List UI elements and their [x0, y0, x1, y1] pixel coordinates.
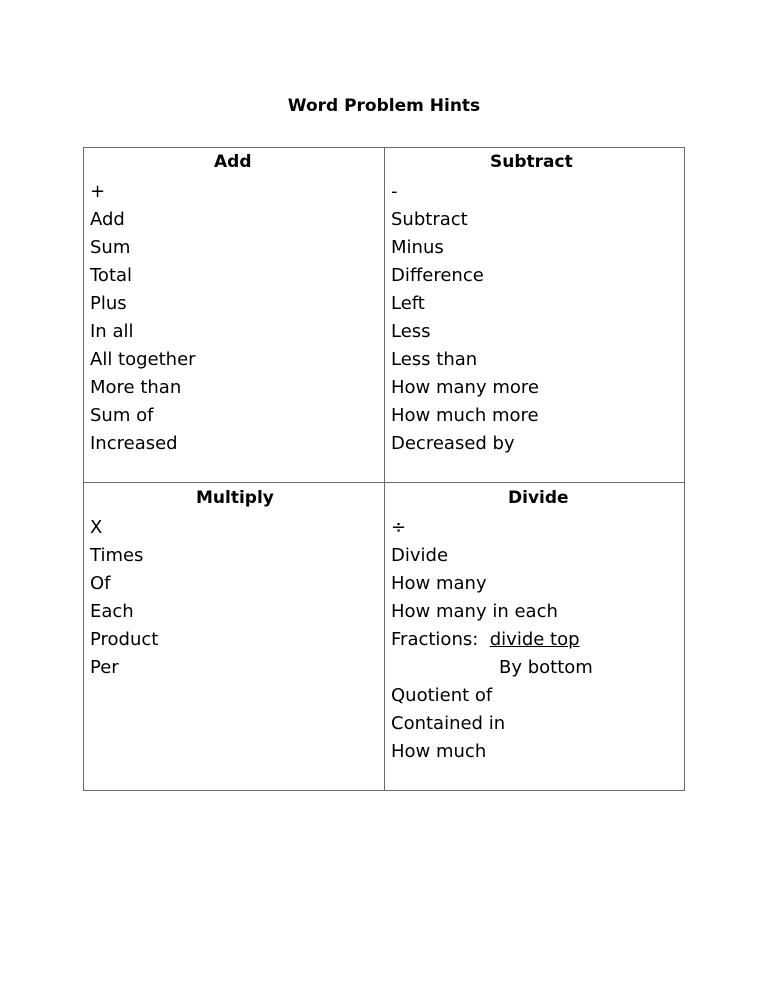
divide-terms — [391, 514, 671, 766]
subtract-term: Less — [391, 321, 431, 342]
subtract-term: Left — [391, 293, 425, 314]
divide-cell — [391, 486, 671, 766]
divide-term: How many — [391, 573, 487, 594]
add-term: In all — [90, 321, 134, 342]
divide-symbol: ÷ — [391, 517, 407, 538]
multiply-term: Each — [90, 601, 134, 622]
multiply-term: Times — [90, 545, 144, 566]
fractions-continued: By bottom — [499, 657, 593, 678]
add-heading: Add — [214, 152, 252, 172]
divide-term: Quotient of — [391, 685, 493, 706]
multiply-symbol: X — [90, 517, 103, 538]
subtract-term: How many more — [391, 377, 539, 398]
subtract-cell — [391, 150, 671, 458]
multiply-term: Per — [90, 657, 119, 678]
add-cell — [90, 150, 370, 458]
divide-term: How many in each — [391, 601, 558, 622]
add-term: Sum of — [90, 405, 154, 426]
add-term: Plus — [90, 293, 127, 314]
multiply-terms — [90, 514, 370, 682]
subtract-symbol: - — [391, 181, 398, 202]
subtract-heading: Subtract — [490, 152, 573, 172]
subtract-term: Less than — [391, 349, 478, 370]
fractions-underlined: divide top — [489, 629, 580, 650]
divide-heading: Divide — [508, 488, 569, 508]
add-terms — [90, 178, 370, 458]
fractions-line — [391, 626, 671, 654]
add-term: Sum — [90, 237, 131, 258]
subtract-term: Difference — [391, 265, 484, 286]
add-term: Increased — [90, 433, 178, 454]
add-term: All together — [90, 349, 196, 370]
divide-term: How much — [391, 741, 487, 762]
multiply-term: Of — [90, 573, 111, 594]
subtract-terms — [391, 178, 671, 458]
divide-term: Contained in — [391, 713, 506, 734]
column-divider — [384, 148, 385, 790]
subtract-term: How much more — [391, 405, 539, 426]
add-term: Add — [90, 209, 125, 230]
hints-table — [83, 147, 685, 791]
row-divider — [84, 482, 684, 483]
subtract-term: Subtract — [391, 209, 468, 230]
fractions-label: Fractions: — [391, 629, 479, 650]
page-title: Word Problem Hints — [287, 96, 481, 116]
multiply-term: Product — [90, 629, 159, 650]
subtract-term: Decreased by — [391, 433, 515, 454]
add-term: More than — [90, 377, 182, 398]
divide-term: Divide — [391, 545, 449, 566]
add-term: Total — [90, 265, 133, 286]
multiply-cell — [90, 486, 370, 682]
add-symbol: + — [90, 181, 106, 202]
subtract-term: Minus — [391, 237, 444, 258]
multiply-heading: Multiply — [196, 488, 274, 508]
